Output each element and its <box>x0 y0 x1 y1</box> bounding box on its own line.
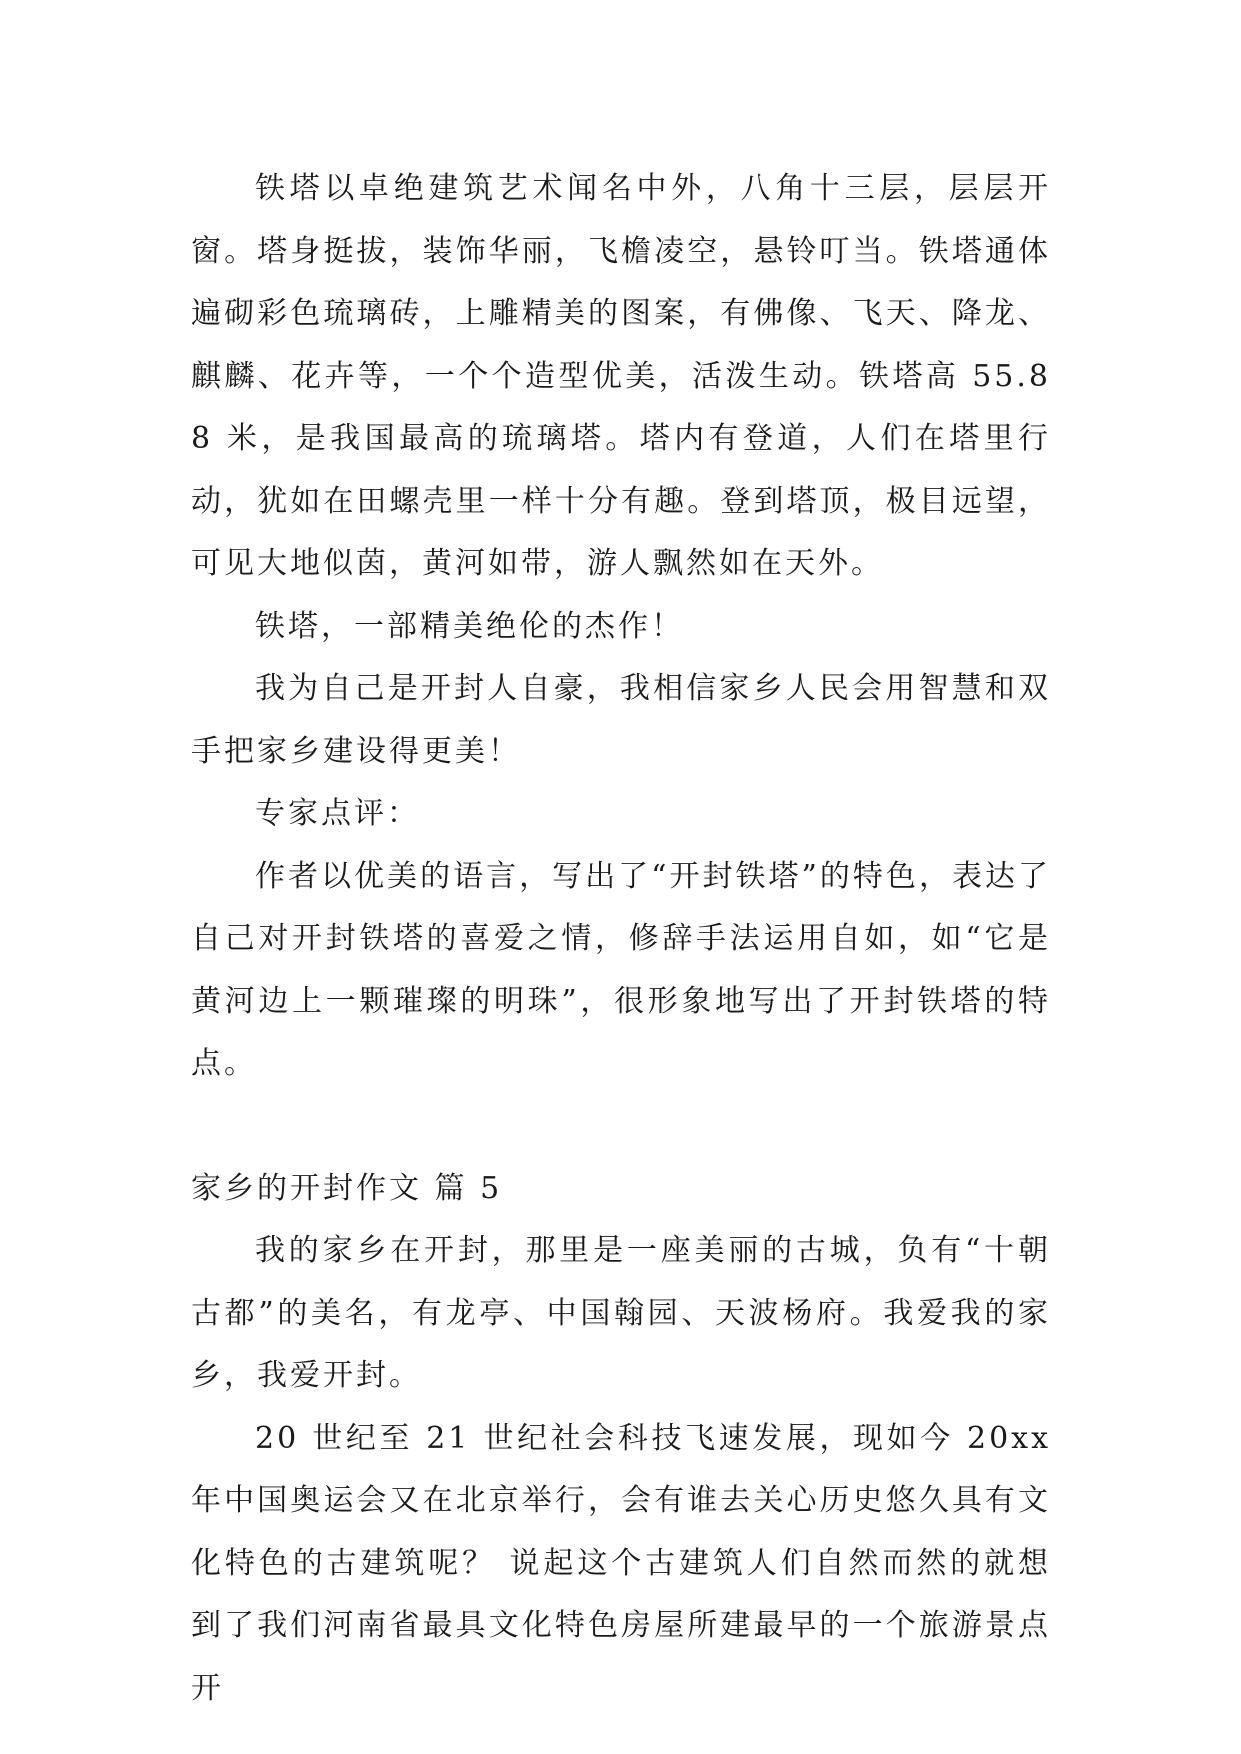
paragraph-iron-tower-description: 铁塔以卓绝建筑艺术闻名中外，八角十三层，层层开窗。塔身挺拔，装饰华丽，飞檐凌空，悬铃叮当。铁塔通体遍砌彩色琉璃砖，上雕精美的图案，有佛像、飞天、降龙、麒麟、花卉等，一个个造型优美，活泼生动。铁塔高 55.88 米，是我国最高的琉璃塔。塔内有登道，人们在塔里行动，犹如在田螺壳里一样十分有趣。登到塔顶，极目远望，可见大地似茵，黄河如带，游人飘然如在天外。 <box>191 171 1051 581</box>
paragraph-pride: 我为自己是开封人自豪，我相信家乡人民会用智慧和双手把家乡建设得更美！ <box>191 671 1051 769</box>
paragraph-hometown-intro: 我的家乡在开封，那里是一座美丽的古城，负有“十朝古都”的美名，有龙亭、中国翰园、天波杨府。我爱我的家乡，我爱开封。 <box>191 1233 1051 1393</box>
document-page <box>191 158 1051 1720</box>
paragraph-ancient-architecture: 20 世纪至 21 世纪社会科技飞速发展，现如今 20xx 年中国奥运会又在北京举行，会有谁去关心历史悠久具有文化特色的古建筑呢？ 说起这个古建筑人们自然而然的就想到了我们河南省最具文化特色房屋所建最早的一个旅游景点开 <box>191 1420 1051 1706</box>
paragraph-expert-review-label: 专家点评： <box>255 796 420 831</box>
paragraph-expert-review: 作者以优美的语言，写出了“开封铁塔”的特色，表达了自己对开封铁塔的喜爱之情，修辞手法运用自如，如“它是黄河边上一颗璀璨的明珠”，很形象地写出了开封铁塔的特点。 <box>191 858 1051 1081</box>
section-title: 家乡的开封作文 篇 5 <box>191 1170 503 1206</box>
paragraph-iron-tower-masterpiece: 铁塔，一部精美绝伦的杰作！ <box>255 608 684 644</box>
